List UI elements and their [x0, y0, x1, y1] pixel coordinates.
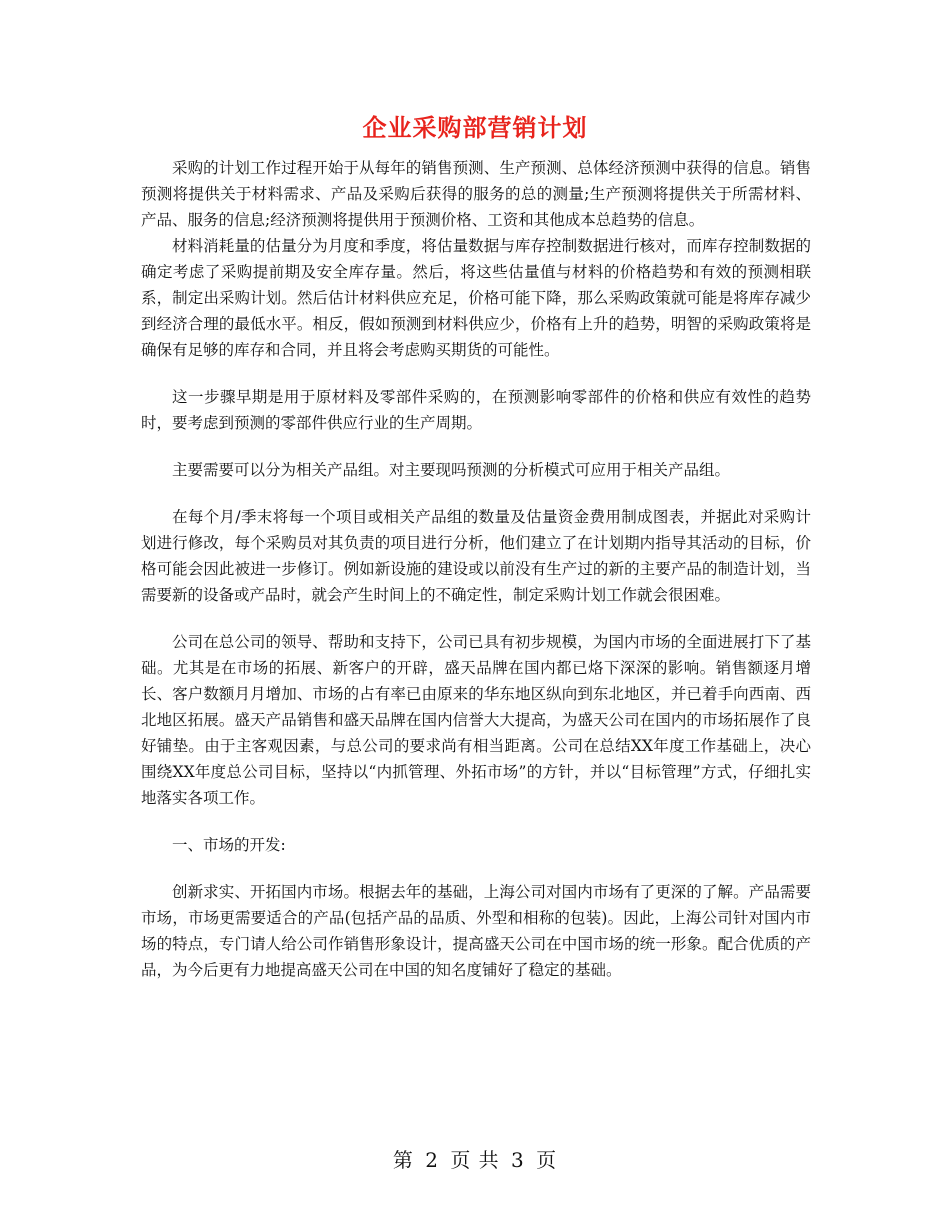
- footer-middle: 页 共: [450, 1148, 500, 1172]
- footer-current-page: 2: [425, 1148, 439, 1172]
- footer-total-pages: 3: [511, 1148, 525, 1172]
- footer-suffix: 页: [536, 1148, 558, 1172]
- document-title: 企业采购部营销计划: [362, 113, 588, 142]
- paragraph-7: 创新求实、开拓国内市场。根据去年的基础，上海公司对国内市场有了更深的了解。产品需要市场，市场更需要适合的产品(包括产品的品质、外型和相称的包装)。因此，上海公司针对国内市场的特点，专门请人给公司作销售形象设计，提高盛天公司在中国市场的统一形象。配合优质的产品，为今后更有力地提高盛天公司在中国的知名度铺好了稳定的基础。: [141, 883, 811, 979]
- paragraph-3: 这一步骤早期是用于原材料及零部件采购的，在预测影响零部件的价格和供应有效性的趋势时，要考虑到预测的零部件供应行业的生产周期。: [141, 388, 811, 432]
- paragraph-4: 主要需要可以分为相关产品组。对主要现吗预测的分析模式可应用于相关产品组。: [172, 461, 731, 479]
- footer-prefix: 第: [392, 1148, 414, 1172]
- paragraph-2: 材料消耗量的估量分为月度和季度，将估量数据与库存控制数据进行核对，而库存控制数据的确定考虑了采购提前期及安全库存量。然后，将这些估量值与材料的价格趋势和有效的预测相联系，制定出采购计划。然后估计材料供应充足，价格可能下降，那么采购政策就可能是将库存减少到经济合理的最低水平。相反，假如预测到材料供应少，价格有上升的趋势，明智的采购政策将是确保有足够的库存和合同，并且将会考虑购买期货的可能性。: [141, 237, 811, 359]
- section-heading-market-development: 一、市场的开发:: [172, 836, 286, 854]
- document-body: [141, 155, 811, 983]
- paragraph-5: 在每个月/季末将每一个项目或相关产品组的数量及估量资金费用制成图表，并据此对采购计划进行修改，每个采购员对其负责的项目进行分析，他们建立了在计划期内指导其活动的目标，价格可能会因此被进一步修订。例如新设施的建设或以前没有生产过的新的主要产品的制造计划，当需要新的设备或产品时，就会产生时间上的不确定性，制定采购计划工作就会很困难。: [141, 508, 811, 604]
- page-number-footer: [0, 1144, 950, 1173]
- paragraph-6: 公司在总公司的领导、帮助和支持下，公司已具有初步规模，为国内市场的全面进展打下了基础。尤其是在市场的拓展、新客户的开辟，盛天品牌在国内都已烙下深深的影响。销售额逐月增长、客户数额月月增加、市场的占有率已由原来的华东地区纵向到东北地区，并已着手向西南、西北地区拓展。盛天产品销售和盛天品牌在国内信誉大大提高，为盛天公司在国内的市场拓展作了良好铺垫。由于主客观因素，与总公司的要求尚有相当距离。公司在总结XX年度工作基础上，决心围绕XX年度总公司目标，坚持以“内抓管理、外拓市场”的方针，并以“目标管理”方式，仔细扎实地落实各项工作。: [141, 633, 811, 807]
- paragraph-1: 采购的计划工作过程开始于从每年的销售预测、生产预测、总体经济预测中获得的信息。销售预测将提供关于材料需求、产品及采购后获得的服务的总的测量;生产预测将提供关于所需材料、产品、服务的信息;经济预测将提供用于预测价格、工资和其他成本总趋势的信息。: [141, 159, 811, 229]
